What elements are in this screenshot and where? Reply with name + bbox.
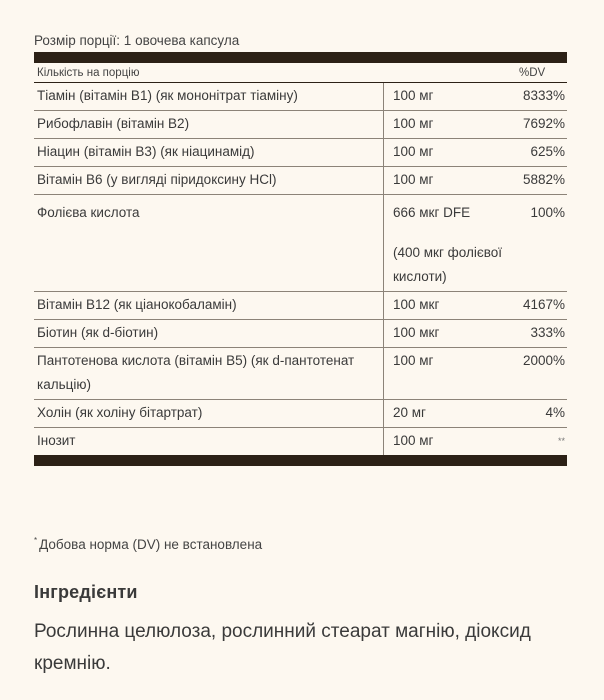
table-row — [34, 292, 567, 320]
nutrient-amount-note: (400 мкг фолієвої кислоти) — [393, 245, 502, 284]
nutrient-name: Вітамін В12 (як ціанокобаламін) — [34, 292, 384, 319]
nutrient-name: Холін (як холіну бітартрат) — [34, 400, 384, 427]
nutrient-dv: 5882% — [522, 172, 565, 187]
nutrient-dv: 625% — [530, 144, 565, 159]
nutrient-name: Пантотенова кислота (вітамін В5) (як d-пантотенат кальцію) — [34, 348, 384, 399]
nutrient-amount: 100 мг — [393, 116, 434, 131]
nutrient-amount: 100 мг — [393, 144, 434, 159]
table-row — [34, 83, 567, 111]
nutrient-dv: 7692% — [522, 116, 565, 131]
nutrient-amount: 100 мг — [393, 433, 434, 448]
table-row — [34, 111, 567, 139]
table-row — [34, 167, 567, 195]
table-row — [34, 195, 567, 292]
nutrient-name: Ніацин (вітамін В3) (як ніацинамід) — [34, 139, 384, 166]
footnote-text: Добова норма (DV) не встановлена — [39, 537, 263, 552]
nutrient-name: Біотин (як d-біотин) — [34, 320, 384, 347]
nutrient-name: Вітамін В6 (у вигляді піридоксину HCl) — [34, 167, 384, 194]
table-row — [34, 139, 567, 167]
nutrient-dv: 8333% — [522, 88, 565, 103]
ingredients-title: Інгредієнти — [34, 582, 138, 602]
table-row — [34, 348, 567, 400]
nutrient-dv: 4167% — [522, 297, 565, 312]
nutrient-amount: 100 мг — [393, 88, 434, 103]
nutrient-dv: ** — [557, 436, 565, 446]
table-row — [34, 428, 567, 455]
nutrient-amount: 100 мкг — [393, 325, 440, 340]
dv-header: %DV — [519, 67, 546, 79]
amount-per-serving-header: Кількість на порцію — [37, 67, 140, 79]
nutrient-amount: 20 мг — [393, 405, 426, 420]
supplement-facts-panel — [34, 30, 567, 466]
nutrient-name: Тіамін (вітамін В1) (як мононітрат тіаміну) — [34, 83, 384, 110]
table-row — [34, 320, 567, 348]
dv-footnote — [34, 536, 262, 552]
nutrient-dv: 100% — [530, 205, 565, 220]
nutrient-name: Інозит — [34, 428, 384, 455]
serving-size: Розмір порції: 1 овочева капсула — [34, 33, 240, 48]
nutrient-dv: 4% — [545, 405, 565, 420]
nutrient-name: Рибофлавін (вітамін В2) — [34, 111, 384, 138]
footnote-mark: * — [34, 536, 38, 545]
nutrient-amount: 666 мкг DFE — [393, 205, 471, 220]
nutrient-amount-cell — [384, 195, 507, 291]
bottom-divider-bar — [34, 455, 567, 466]
table-row — [34, 400, 567, 428]
nutrient-name: Фолієва кислота — [34, 195, 384, 291]
nutrient-amount: 100 мг — [393, 353, 434, 368]
table-header — [34, 63, 567, 83]
top-divider-bar — [34, 52, 567, 63]
nutrient-dv: 2000% — [522, 353, 565, 368]
nutrient-amount: 100 мг — [393, 172, 434, 187]
ingredients-text: Рослинна целюлоза, рослинний стеарат магнію, діоксид кремнію. — [34, 621, 531, 674]
nutrient-dv: 333% — [530, 325, 565, 340]
nutrient-amount: 100 мкг — [393, 297, 440, 312]
